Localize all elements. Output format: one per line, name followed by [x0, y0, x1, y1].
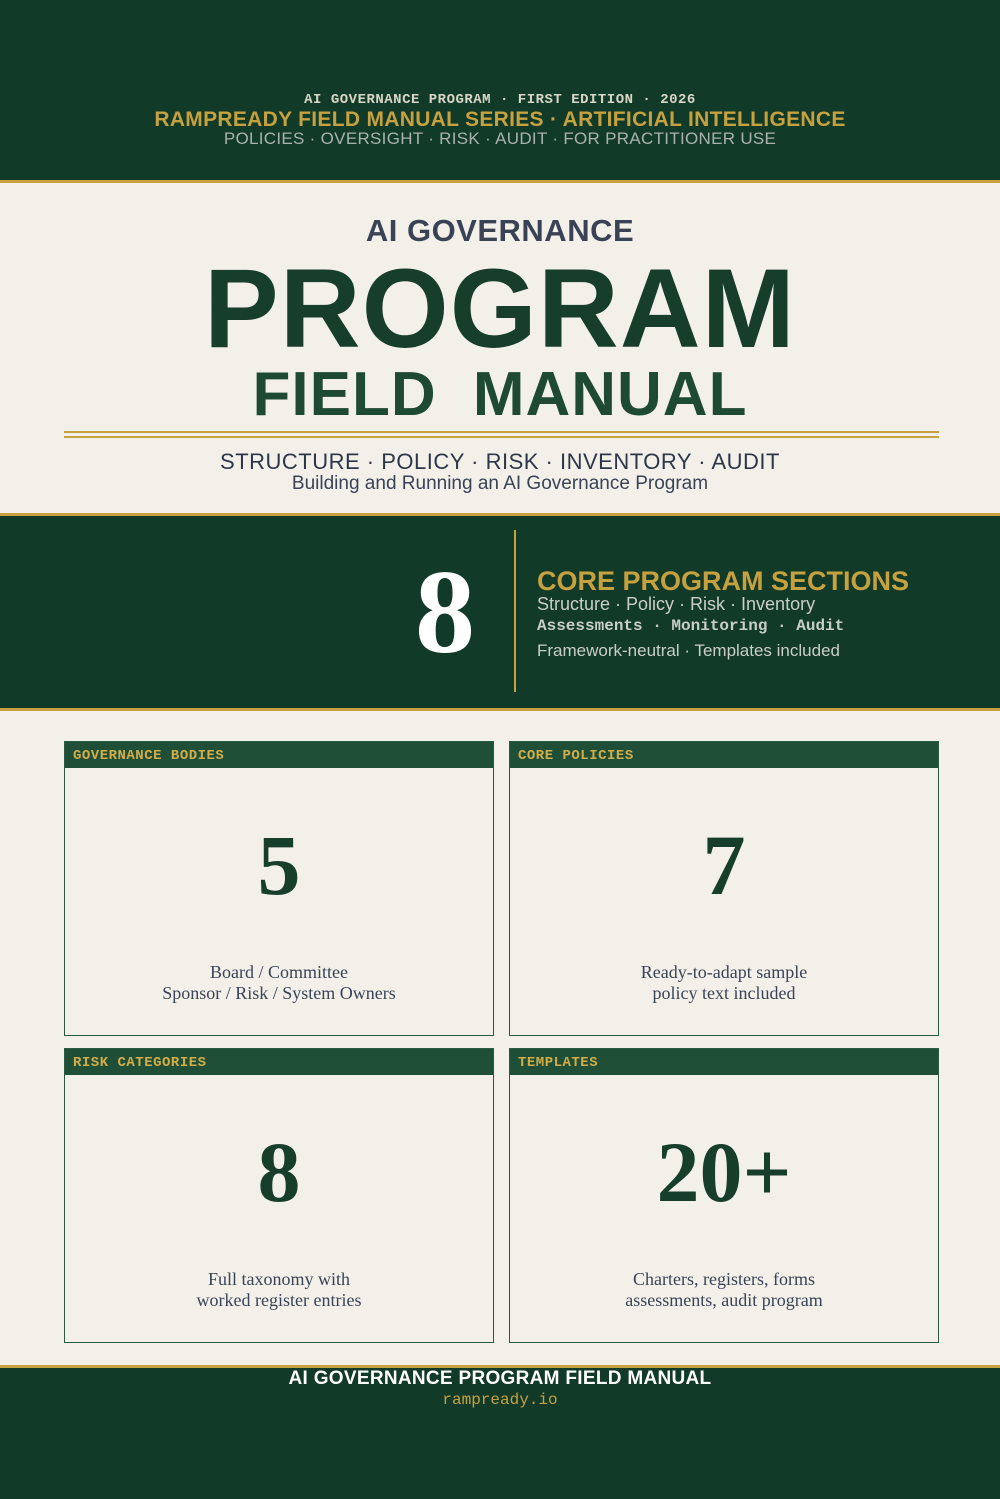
card-description — [65, 962, 493, 1004]
vertical-divider — [514, 530, 516, 692]
pillars-line: STRUCTURE · POLICY · RISK · INVENTORY · AUDIT — [220, 449, 780, 474]
footer-url: rampready.io — [442, 1391, 558, 1409]
card-number: 7 — [702, 817, 746, 913]
series-line: RAMPREADY FIELD MANUAL SERIES · ARTIFICIAL INTELLIGENCE — [154, 108, 846, 131]
card-description — [65, 1269, 493, 1311]
sections-list-1: Structure · Policy · Risk · Inventory — [537, 594, 816, 614]
card-templates — [509, 1048, 939, 1343]
topics-line: POLICIES · OVERSIGHT · RISK · AUDIT · FOR PRACTITIONER USE — [223, 129, 777, 148]
sections-heading: CORE PROGRAM SECTIONS — [537, 566, 910, 596]
footer-title: AI GOVERNANCE PROGRAM FIELD MANUAL — [288, 1368, 712, 1389]
card-governance-bodies — [64, 741, 494, 1036]
card-core-policies — [509, 741, 939, 1036]
card-description-line: Ready-to-adapt sample — [640, 962, 808, 982]
cards-panel — [0, 708, 1000, 1368]
book-subtitle: FIELD MANUAL — [252, 360, 748, 429]
card-number: 8 — [257, 1124, 301, 1220]
sections-note: Framework-neutral · Templates included — [537, 641, 840, 660]
card-description-line: Sponsor / Risk / System Owners — [162, 983, 396, 1003]
card-number: 5 — [257, 817, 301, 913]
card-description — [510, 962, 938, 1004]
card-risk-categories — [64, 1048, 494, 1343]
top-banner — [0, 0, 1000, 180]
sections-band — [0, 516, 1000, 708]
card-header: GOVERNANCE BODIES — [65, 742, 493, 768]
card-description-line: assessments, audit program — [625, 1290, 823, 1310]
edition-line: AI GOVERNANCE PROGRAM · FIRST EDITION · 2026 — [304, 92, 696, 108]
card-description — [510, 1269, 938, 1311]
title-panel — [0, 180, 1000, 516]
card-number: 20+ — [656, 1124, 792, 1220]
card-header: TEMPLATES — [510, 1049, 938, 1075]
book-title: PROGRAM — [204, 246, 796, 371]
card-description-line: worked register entries — [196, 1290, 362, 1310]
card-header: RISK CATEGORIES — [65, 1049, 493, 1075]
sections-count: 8 — [415, 545, 475, 678]
card-description-line: Full taxonomy with — [207, 1269, 350, 1289]
card-description-line: policy text included — [652, 983, 796, 1003]
card-description-line: Board / Committee — [210, 962, 348, 982]
card-header: CORE POLICIES — [510, 742, 938, 768]
pretitle: AI GOVERNANCE — [365, 213, 635, 248]
sections-list-2: Assessments · Monitoring · Audit — [537, 617, 845, 635]
tagline: Building and Running an AI Governance Program — [291, 473, 709, 494]
title-divider-bottom — [64, 436, 939, 438]
card-description-line: Charters, registers, forms — [633, 1269, 815, 1289]
title-divider-top — [64, 431, 939, 433]
